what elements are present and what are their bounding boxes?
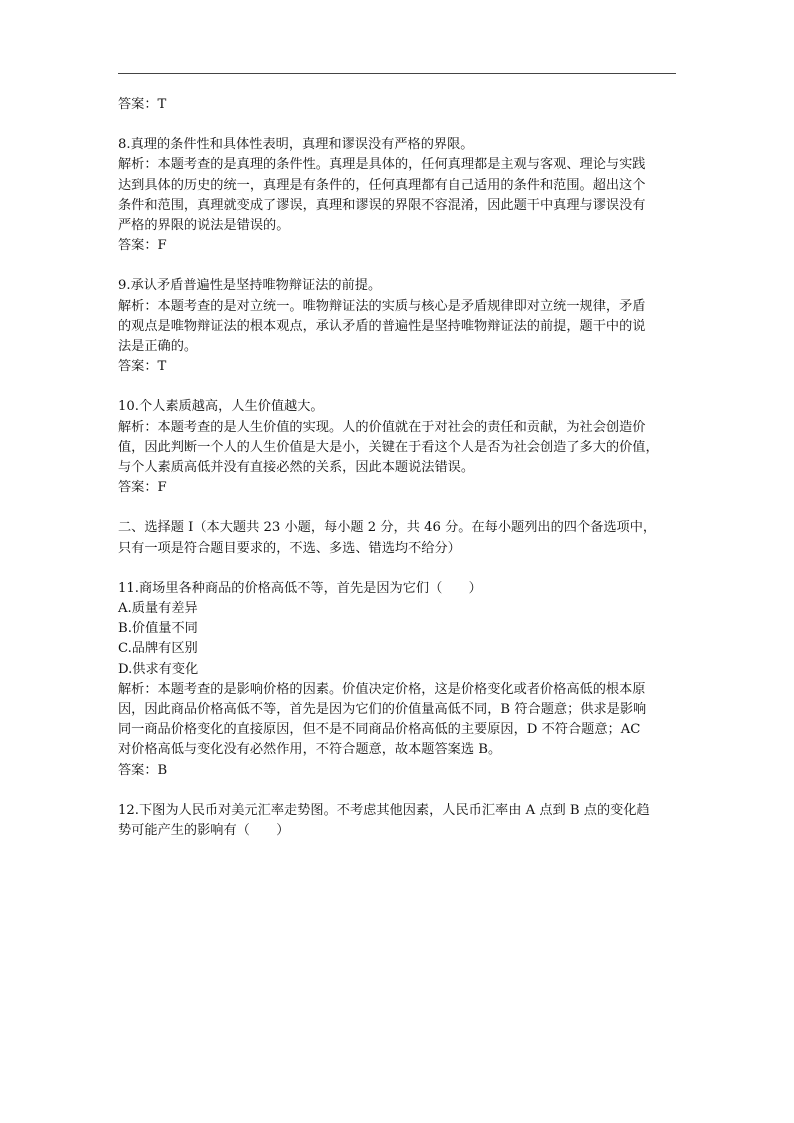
question-stem: 8.真理的条件性和具体性表明，真理和谬误没有严格的界限。 bbox=[118, 137, 474, 153]
option-d: D.供求有变化 bbox=[118, 661, 199, 677]
answer-text: 答案：T bbox=[118, 97, 167, 112]
question-stem-line: 12.下图为人民币对美元汇率走势图。不考虑其他因素，人民币汇率由 A 点到 B 点的变化趋 bbox=[118, 802, 650, 818]
question-11 bbox=[118, 579, 678, 781]
answer-text: 答案：T bbox=[118, 359, 167, 375]
analysis-line: 解析：本题考查的是对立统一。唯物辩证法的实质与核心是矛盾规律即对立统一规律，矛盾 bbox=[118, 298, 646, 314]
spacer bbox=[118, 781, 678, 801]
question-9 bbox=[118, 276, 678, 377]
option-a: A.质量有差异 bbox=[118, 601, 198, 617]
analysis-line: 解析：本题考查的是影响价格的因素。价值决定价格，这是价格变化或者价格高低的根本原 bbox=[118, 681, 646, 697]
document-body bbox=[118, 95, 678, 841]
spacer bbox=[118, 115, 678, 135]
section-heading-line: 只有一项是符合题目要求的，不选、多选、错选均不给分） bbox=[118, 540, 461, 556]
header-rule bbox=[118, 73, 676, 74]
analysis-line: 解析：本题考查的是真理的条件性。真理是具体的，任何真理都是主观与客观、理论与实践 bbox=[118, 157, 646, 173]
spacer bbox=[118, 377, 678, 397]
analysis-line: 对价格高低与变化没有必然作用，不符合题意，故本题答案选 B。 bbox=[118, 742, 502, 758]
question-stem: 9.承认矛盾普遍性是坚持唯物辩证法的前提。 bbox=[118, 278, 382, 294]
question-stem: 10.个人素质越高，人生价值越大。 bbox=[118, 399, 324, 415]
answer-text: 答案：F bbox=[118, 480, 167, 496]
analysis-line: 同一商品价格变化的直接原因，但不是不同商品价格高低的主要原因，D 不符合题意；AC bbox=[118, 722, 641, 738]
analysis-line: 的观点是唯物辩证法的根本观点，承认矛盾的普遍性是坚持唯物辩证法的前提，题干中的说 bbox=[118, 318, 646, 334]
section-heading-choice bbox=[118, 518, 678, 558]
analysis-line: 严格的界限的说法是错误的。 bbox=[118, 218, 290, 234]
answer-7 bbox=[118, 95, 678, 115]
question-8 bbox=[118, 135, 678, 256]
analysis-line: 达到具体的历史的统一，真理是有条件的，任何真理都有自己适用的条件和范围。超出这个 bbox=[118, 177, 646, 193]
section-heading-line: 二、选择题 I（本大题共 23 小题，每小题 2 分，共 46 分。在每小题列出的四个备选项中， bbox=[118, 520, 657, 536]
answer-text: 答案：F bbox=[118, 238, 167, 254]
analysis-line: 解析：本题考查的是人生价值的实现。人的价值就在于对社会的责任和贡献，为社会创造价 bbox=[118, 419, 646, 435]
spacer bbox=[118, 256, 678, 276]
option-c: C.品牌有区别 bbox=[118, 641, 198, 657]
question-stem: 11.商场里各种商品的价格高低不等，首先是因为它们（ ） bbox=[118, 580, 482, 596]
spacer bbox=[118, 498, 678, 518]
spacer bbox=[118, 559, 678, 579]
answer-text: 答案：B bbox=[118, 762, 168, 778]
option-b: B.价值量不同 bbox=[118, 621, 198, 637]
question-stem-line: 势可能产生的影响有（ ） bbox=[118, 823, 290, 839]
analysis-line: 与个人素质高低并没有直接必然的关系，因此本题说法错误。 bbox=[118, 460, 475, 476]
question-10 bbox=[118, 397, 678, 498]
analysis-line: 条件和范围，真理就变成了谬误，真理和谬误的界限不容混淆，因此题干中真理与谬误没有 bbox=[118, 197, 646, 213]
analysis-line: 值，因此判断一个人的人生价值是大是小，关键在于看这个人是否为社会创造了多大的价值， bbox=[118, 439, 659, 455]
question-12 bbox=[118, 801, 678, 841]
analysis-line: 法是正确的。 bbox=[118, 339, 198, 355]
analysis-line: 因，因此商品价格高低不等，首先是因为它们的价值量高低不同，B 符合题意；供求是影响 bbox=[118, 702, 647, 718]
